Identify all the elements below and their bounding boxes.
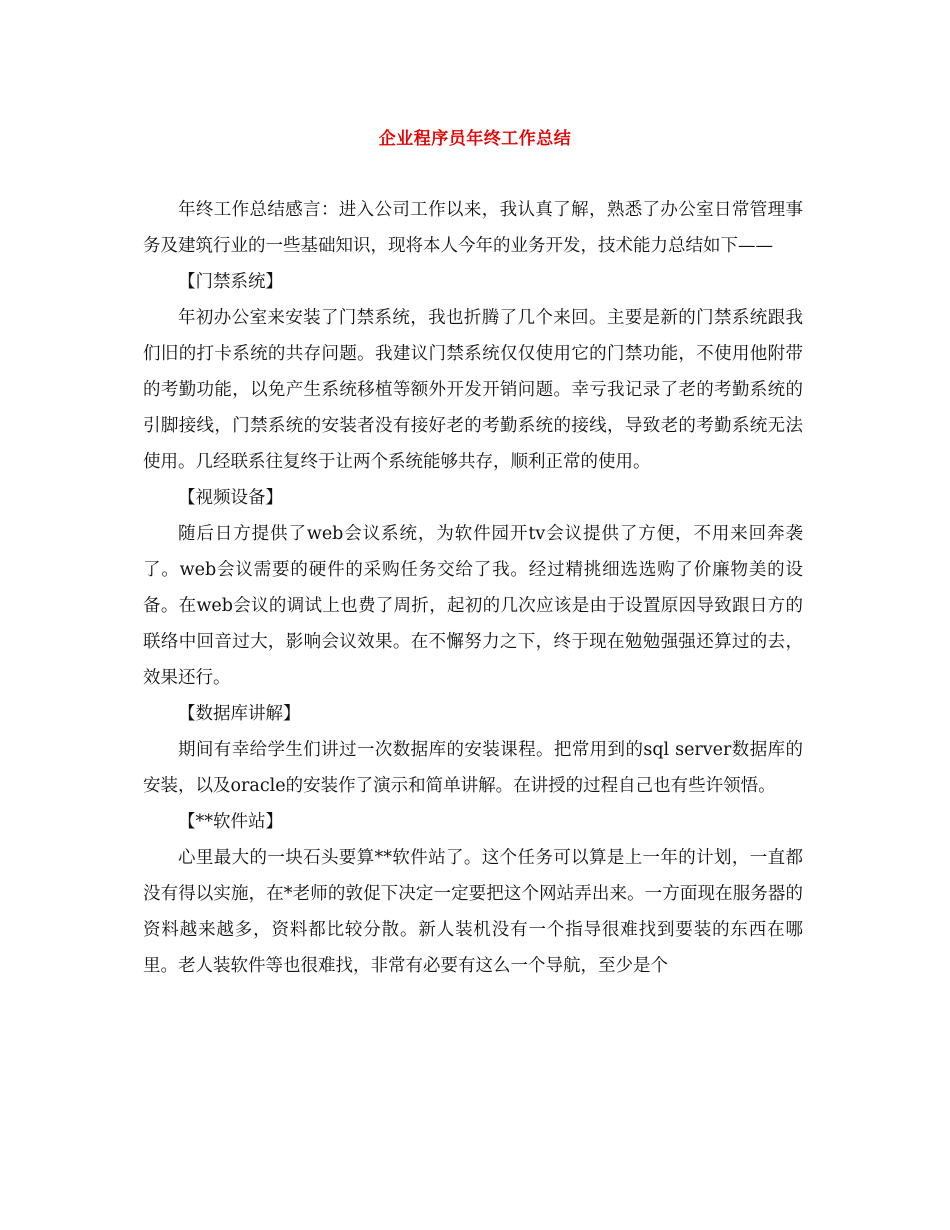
section-heading-video-equipment: 【视频设备】 [178, 488, 283, 508]
database-lecture-paragraph: 期间有幸给学生们讲过一次数据库的安装课程。把常用到的sql server数据库的安装，以及oracle的安装作了演示和简单讲解。在讲授的过程自己也有些许领悟。 [143, 740, 803, 796]
document-body [143, 192, 803, 984]
video-equipment-paragraph: 随后日方提供了web会议系统，为软件园开tv会议提供了方便，不用来回奔袭了。web会议需要的硬件的采购任务交给了我。经过精挑细选选购了价廉物美的设备。在web会议的调试上也费了周折，起初的几次应该是由于设置原因导致跟日方的联络中回音过大，影响会议效果。在不懈努力之下，终于现在勉勉强强还算过的去，效果还行。 [143, 524, 803, 688]
intro-paragraph: 年终工作总结感言：进入公司工作以来，我认真了解，熟悉了办公室日常管理事务及建筑行业的一些基础知识，现将本人今年的业务开发，技术能力总结如下—— [143, 200, 803, 256]
software-site-paragraph: 心里最大的一块石头要算**软件站了。这个任务可以算是上一年的计划，一直都没有得以实施，在*老师的敦促下决定一定要把这个网站弄出来。一方面现在服务器的资料越来越多，资料都比较分散。新人装机没有一个指导很难找到要装的东西在哪里。老人装软件等也很难找，非常有必要有这么一个导航，至少是个 [143, 848, 803, 976]
section-heading-database-lecture: 【数据库讲解】 [178, 704, 301, 724]
section-heading-software-site: 【**软件站】 [178, 812, 283, 832]
section-heading-access-control: 【门禁系统】 [178, 272, 283, 292]
document-title: 企业程序员年终工作总结 [378, 129, 572, 149]
access-control-paragraph: 年初办公室来安装了门禁系统，我也折腾了几个来回。主要是新的门禁系统跟我们旧的打卡系统的共存问题。我建议门禁系统仅仅使用它的门禁功能，不使用他附带的考勤功能，以免产生系统移植等额外开发开销问题。幸亏我记录了老的考勤系统的引脚接线，门禁系统的安装者没有接好老的考勤系统的接线，导致老的考勤系统无法使用。几经联系往复终于让两个系统能够共存，顺利正常的使用。 [143, 308, 803, 472]
